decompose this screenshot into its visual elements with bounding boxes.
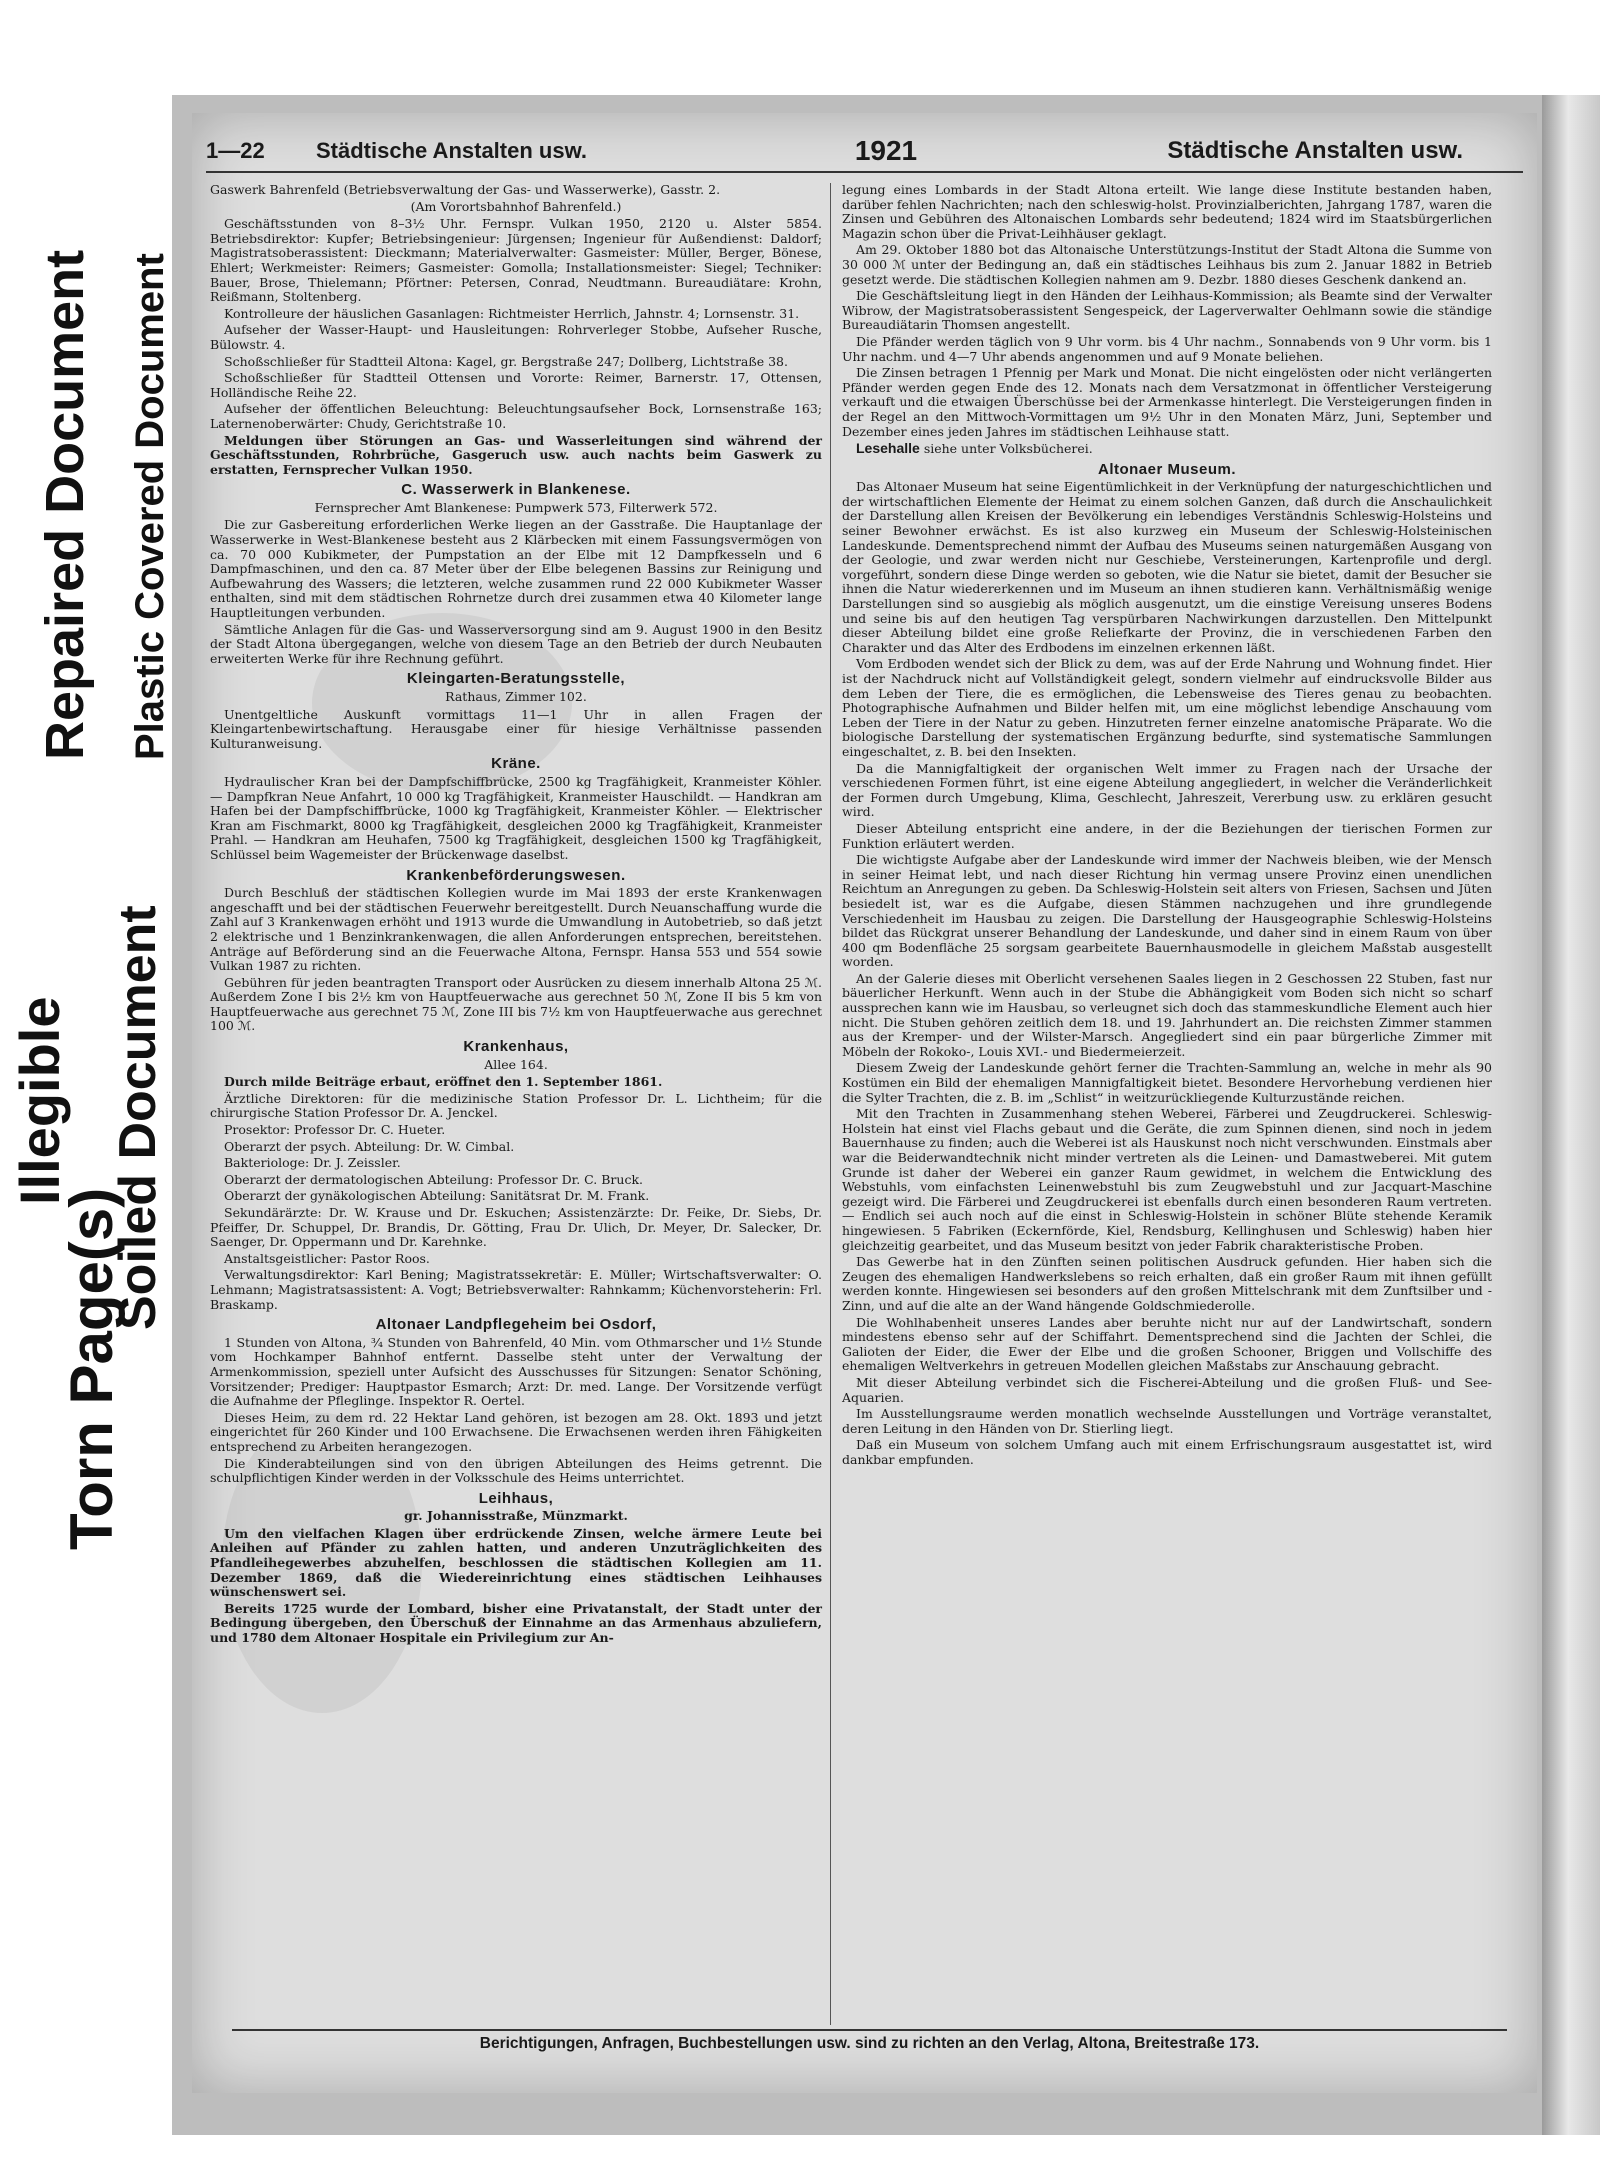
label-plastic-covered-document: Plastic Covered Document: [128, 253, 172, 760]
paragraph: Das Altonaer Museum hat seine Eigentümlichkeit in der Verknüpfung der naturgeschichtlichen und der wirtschaftlichen Elemente der Heimat zu einem solchen Ganzen, daß durch die Anschaulichkeit der Darstellung allen Kreisen der Bevölkerung ein lebendiges Verständnis Schleswig-Holsteins und seiner Bewohner erwächst. Es ist also kurzweg ein Museum der Schleswig-Holsteinischen Landeskunde. Dementsprechend nimmt der Aufbau des Museums seinen naturgemäßen Ausgang von der Geologie, und zwar werden nicht nur Geschiebe, Versteinerungen, Kartenprofile und dergl. vorgeführt, sondern diese Dinge werden so geboten, wie die Natur sie bietet, damit der Besucher sie ihnen die Natur wiedererkennen und im Museum an ihnen studieren kann. Verhältnismäßig wenige Darstellungen sind so ausgiebig als möglich ausgenutzt, um die einstige Vereisung unseres Bodens und seine bis auf den heutigen Tag verspürbaren Nachwirkungen darzustellen. Den Mittelpunkt dieser Abteilung bildet eine große Reliefkarte der Provinz, die in verschiedenen Farben den Charakter und das Alter des Erdbodens im einzelnen erkennen läßt.: [842, 479, 1492, 655]
paragraph: Hydraulischer Kran bei der Dampfschiffbrücke, 2500 kg Tragfähigkeit, Kranmeister Köhler. — Dampfkran Neue Anfahrt, 10 000 kg Tragfähigkeit, Kranmeister Hauschildt. — Handkran am Hafen bei der Dampfschiffbrücke, 1000 kg Tragfähigkeit, Kranmeister Köhler. — Elektrischer Kran am Fischmarkt, 8000 kg Tragfähigkeit, desgleichen 2000 kg Tragfähigkeit, Kranmeister Prahl. — Handkran am Heuhafen, 7500 kg Tragfähigkeit, desgleichen 1500 kg Tragfähigkeit, Schlüssel beim Wagemeister der Brückenwage daselbst.: [210, 773, 822, 862]
paragraph: Meldungen über Störungen an Gas- und Wasserleitungen sind während der Geschäftsstunden, Rohrbrüche, Gasgeruch usw. auch nachts beim Gaswerk zu erstatten, Fernsprecher Vulkan 1950.: [210, 432, 822, 477]
label-soiled-document: Soiled Document: [109, 905, 167, 1330]
paragraph: Am 29. Oktober 1880 bot das Altonaische Unterstützungs-Institut der Stadt Altona die Summe von 30 000 ℳ unter der Bedingung an, daß ein städtisches Leihhaus bis zum 2. Januar 1882 in Betrieb gesetzt werde. Die städtischen Kollegien nahmen am 9. Dezbr. 1880 dieses Geschenk dankend an.: [842, 242, 1492, 287]
paragraph: 1 Stunden von Altona, ¾ Stunden von Bahrenfeld, 40 Min. vom Othmarscher und 1½ Stunde vom Hochkamper Bahnhof entfernt. Dasselbe steht unter der Verwaltung der Armenkommission, speziell unter Aufsicht des Ausschusses für Sitzungen: Senator Schöning, Vorsitzender; Prediger: Hauptpastor Esmarch; Arzt: Dr. med. Lange. Der Vorsitzende verfügt die Aufnahme der Pfleglinge. Inspektor R. Oertel.: [210, 1334, 822, 1409]
paragraph: Die wichtigste Aufgabe aber der Landeskunde wird immer der Nachweis bleiben, wie der Mensch in seiner Heimat lebt, und nach dieser Richtung hin vermag unsere Provinz einen unendlichen Reichtum an Anregungen zu geben. Da Schleswig-Holstein seit alters von Friesen, Sachsen und Jüten besiedelt ist, war es die Aufgabe, diesen Stämmen nachzugehen und ihre grundlegende Verschiedenheit im Hausbau zu zeigen. Die Darstellung der Hausgeographie Schleswig-Holsteins bildet das Rückgrat unserer Behandlung der Landeskunde, und daher sind in einem Raum von über 400 qm Bodenfläche 25 sorgsam gearbeitete Bauernhausmodelle in gleichem Maßstab ausgestellt worden.: [842, 852, 1492, 970]
paragraph: Die Zinsen betragen 1 Pfennig per Mark und Monat. Die nicht eingelösten oder nicht verlängerten Pfänder werden gegen Ende des 12. Monats nach dem Versatzmonat in öffentlicher Versteigerung verkauft und die etwaigen Überschüsse bei der Armenkasse hinterlegt. Die Versteigerungen finden in der Regel an den Mittwoch-Vormittagen um 9½ Uhr in den Monaten März, Juni, September und Dezember eines jeden Jahres im städtischen Leihhause statt.: [842, 365, 1492, 439]
paragraph: Sekundärärzte: Dr. W. Krause und Dr. Eskuchen; Assistenzärzte: Dr. Feike, Dr. Siebs, Dr. Pfeiffer, Dr. Schuppel, Dr. Brandis, Dr. Götting, Frau Dr. Ulich, Dr. Meyer, Dr. Salecker, Dr. Saenger, Dr. Oppermann und Dr. Karehnke.: [210, 1205, 822, 1250]
section-heading: Altonaer Landpflegeheim bei Osdorf,: [375, 1316, 657, 1334]
lesehalle-text: siehe unter Volksbücherei.: [923, 441, 1093, 457]
page-number: 1—22: [206, 138, 265, 163]
right-column: [842, 183, 1492, 1469]
paragraph: Allee 164.: [484, 1056, 548, 1072]
section-heading: Kleingarten-Beratungsstelle,: [406, 670, 626, 688]
label-illegible: Illegible: [8, 996, 71, 1205]
paragraph: Dieser Abteilung entspricht eine andere, in der die Beziehungen der tierischen Formen zur Funktion erläutert werden.: [842, 820, 1492, 851]
label-torn-pages: Torn Page(s): [58, 1187, 125, 1550]
paragraph: Mit dieser Abteilung verbindet sich die Fischerei-Abteilung und die großen Fluß- und See-Aquarien.: [842, 1374, 1492, 1405]
paragraph: Sämtliche Anlagen für die Gas- und Wasserversorgung sind am 9. August 1900 in den Besitz der Stadt Altona übergegangen, welche von diesem Tage an den Betrieb der durch Neubauten erweiterten Werke für ihre Rechnung geführt.: [210, 621, 822, 666]
paragraph: (Am Vorortsbahnhof Bahrenfeld.): [410, 198, 622, 214]
paragraph: Verwaltungsdirektor: Karl Bening; Magistratssekretär: E. Müller; Wirtschaftsverwalter: O. Lehmann; Magistratsassistent: A. Vogt; Betriebsverwalter: Rahnkamm; Küchenvorsteherin: Frl. Braskamp.: [210, 1267, 822, 1312]
paragraph: Oberarzt der gynäkologischen Abteilung: Sanitätsrat Dr. M. Frank.: [224, 1188, 650, 1204]
section-heading: Kräne.: [491, 755, 541, 773]
paragraph: Im Ausstellungsraume werden monatlich wechselnde Ausstellungen und Vorträge veranstaltet, deren Leitung in den Händen von Dr. Stierling liegt.: [842, 1406, 1492, 1436]
paragraph: Die Kinderabteilungen sind von den übrigen Abteilungen des Heims getrennt. Die schulpflichtigen Kinder werden in der Volksschule des Heims unterrichtet.: [210, 1455, 822, 1486]
paragraph: Prosektor: Professor Dr. C. Hueter.: [224, 1122, 446, 1138]
paragraph: Gaswerk Bahrenfeld (Betriebsverwaltung der Gas- und Wasserwerke), Gasstr. 2.: [210, 182, 721, 197]
paragraph: Ärztliche Direktoren: für die medizinische Station Professor Dr. L. Lichtheim; für die chirurgische Station Professor Dr. A. Jenckel.: [210, 1090, 822, 1121]
paragraph: Da die Mannigfaltigkeit der organischen Welt immer zu Fragen nach der Ursache der verschiedenen Formen führt, ist eine eigene Abteilung angegliedert, in welcher die Veränderlichkeit der Formen durch Umgebung, Klima, Geschlecht, Jahreszeit, Vererbung usw. zu erklären gesucht wird.: [842, 760, 1492, 820]
paragraph: Rathaus, Zimmer 102.: [445, 689, 587, 704]
running-title-right: Städtische Anstalten usw.: [1167, 137, 1463, 164]
paragraph: Schoßschließer für Stadtteil Ottensen und Vororte: Reimer, Barnerstr. 17, Ottensen, Holländische Reihe 22.: [210, 370, 822, 400]
section-heading: Krankenbeförderungswesen.: [406, 866, 626, 884]
paragraph: Die zur Gasbereitung erforderlichen Werke liegen an der Gasstraße. Die Hauptanlage der Wasserwerke in West-Blankenese besteht aus 2 Klärbecken mit einem Fassungsvermögen von ca. 70 000 Kubikmeter, der Pumpstation an der Elbe mit 12 Dampfkesseln und 6 Dampfmaschinen, und den ca. 87 Meter über der Elbe belegenen Bassins zur Reinigung und Aufbewahrung des Wassers; die letzteren, welche zusammen rund 22 000 Kubikmeter Wasser enthalten, sind mit dem städtischen Rohrnetze durch drei zusammen etwa 40 Kilometer lange Hauptleitungen verbunden.: [210, 517, 822, 621]
paragraph: Oberarzt der psych. Abteilung: Dr. W. Cimbal.: [224, 1138, 515, 1154]
document-page: [192, 113, 1537, 2093]
paragraph: Daß ein Museum von solchem Umfang auch mit einem Erfrischungsraum ausgestattet ist, wird dankbar empfunden.: [842, 1437, 1492, 1467]
paragraph: Durch Beschluß der städtischen Kollegien wurde im Mai 1893 der erste Krankenwagen angeschafft und bei der städtischen Feuerwehr bereitgestellt. Durch Neuanschaffung wurde die Zahl auf 3 Krankenwagen erhöht und 1913 wurde die Umwandlung in Autobetrieb, so daß jetzt 2 elektrische und 1 Benzinkrankenwagen, die allen Anforderungen entsprechen, bereitstehen. Anträge auf Beförderung sind an die Feuerwache Altona, Fernspr. Hansa 553 und 554 sowie Vulkan 1987 zu richten.: [210, 885, 822, 974]
paragraph: Unentgeltliche Auskunft vormittags 11—1 Uhr in allen Fragen der Kleingartenbewirtschaftung. Herausgabe einer für hiesige Verhältnisse passenden Kulturanweisung.: [210, 706, 822, 751]
paragraph: legung eines Lombards in der Stadt Altona erteilt. Wie lange diese Institute bestanden haben, darüber fehlen Nachrichten; nach den schleswig-holst. Provinzialberichten, Jahrgang 1787, waren die Zinsen und Gebühren des Altonaischen Lombards sehr bedeutend; 1824 wird im Staatsbürgerlichen Magazin schon über die Privat-Leihhäuser geklagt.: [842, 182, 1492, 241]
page-footer: Berichtigungen, Anfragen, Buchbestellungen usw. sind zu richten an den Verlag, Altona, Breitestraße 173.: [232, 2029, 1507, 2061]
section-heading: Krankenhaus,: [463, 1038, 569, 1056]
page-header: [206, 131, 1523, 173]
paragraph: Schoßschließer für Stadtteil Altona: Kagel, gr. Bergstraße 247; Dollberg, Lichtstraße 38.: [224, 353, 788, 369]
paragraph: Bereits 1725 wurde der Lombard, bisher eine Privatanstalt, der Stadt unter der Bedingung übergeben, den Überschuß der Einnahme an das Armenhaus abzuliefern, und 1780 dem Altonaer Hospitale ein Privilegium zur An-: [210, 1600, 822, 1646]
document-condition-labels: [0, 0, 180, 2177]
paragraph: Kontrolleure der häuslichen Gasanlagen: Richtmeister Herrlich, Jahnstr. 4; Lornsenstr. 31.: [224, 305, 800, 321]
paragraph: Das Gewerbe hat in den Zünften seinen politischen Ausdruck gefunden. Hier haben sich die Zeugen des ehemaligen Handwerkslebens so reich erhalten, daß ein großer Raum mit ihnen gefüllt werden konnte. Hingewiesen sei besonders auf den großen Mittelschrank mit dem Zunftsilber und -Zinn, und auf die alte an der Wand hängende Goldschmiederolle.: [842, 1254, 1492, 1313]
paragraph: Die Wohlhabenheit unseres Landes aber beruhte nicht nur auf der Landwirtschaft, sondern mindestens ebenso sehr auf der Schiffahrt. Dementsprechend sind die Jachten der Schlei, die Galioten der Eider, die Ewer der Elbe und die großen Schooner, Briggen und Vollschiffe des ehemaligen Weltverkehrs in getreuen Modellen gleichen Maßstabs zur Anschauung gebracht.: [842, 1314, 1492, 1374]
paragraph: Diesem Zweig der Landeskunde gehört ferner die Trachten-Sammlung an, welche in mehr als 90 Kostümen ein Bild der ehemaligen Mannigfaltigkeit bietet. Besondere Hervorhebung verdienen hier die Sylter Trachten, die z. B. im „Schlist“ in weitzurückliegende Kulturzustände reichen.: [842, 1060, 1492, 1105]
paragraph: Fernsprecher Amt Blankenese: Pumpwerk 573, Filterwerk 572.: [314, 499, 718, 515]
section-heading: C. Wasserwerk in Blankenese.: [401, 481, 631, 499]
lesehalle-label: Lesehalle: [856, 440, 920, 457]
lesehalle-entry: [842, 441, 1492, 457]
paragraph: Die Geschäftsleitung liegt in den Händen der Leihhaus-Kommission; als Beamte sind der Verwalter Wibrow, der Magistratsoberassistent Sengespeick, der Lagerverwalter Oehlmann sowie die ständige Bureaudiätarin Thomsen angestellt.: [842, 288, 1492, 333]
paragraph: gr. Johannisstraße, Münzmarkt.: [404, 1508, 628, 1524]
paragraph: Die Pfänder werden täglich von 9 Uhr vorm. bis 4 Uhr nachm., Sonnabends von 9 Uhr vorm. bis 1 Uhr nachm. und 4—7 Uhr abends angenommen und auf 9 Monate beliehen.: [842, 333, 1492, 364]
running-title-left: Städtische Anstalten usw.: [316, 138, 587, 163]
paragraph: Aufseher der öffentlichen Beleuchtung: Beleuchtungsaufseher Bock, Lornsenstraße 163; Laternenoberwärter: Chudy, Gerichtstraße 10.: [210, 401, 822, 431]
paragraph: Bakteriologe: Dr. J. Zeissler.: [224, 1155, 401, 1171]
paragraph: Geschäftsstunden von 8–3½ Uhr. Fernspr. Vulkan 1950, 2120 u. Alster 5854. Betriebsdirektor: Kupfer; Betriebsingenieur: Jürgensen; Ingenieur für Außendienst: Daldorf; Magistratsoberassistent: Dieckmann; Materialverwalter: Gasmeister: Müller, Berger, Bönese, Ehlert; Werkmeister: Reimers; Gasmeister: Gomolla; Installationsmeister: Siegel; Techniker: Bauer, Brose, Thielemann; Pförtner: Petersen, Conrad, Neudtmann. Bureaudiätare: Krohn, Reißmann, Stoltenberg.: [210, 216, 822, 305]
paragraph: Anstaltsgeistlicher: Pastor Roos.: [224, 1250, 430, 1266]
year: 1921: [854, 135, 918, 166]
label-repaired-document: Repaired Document: [35, 249, 95, 760]
paragraph: Mit den Trachten in Zusammenhang stehen Weberei, Färberei und Zeugdruckerei. Schleswig-Holstein hat einst viel Flachs gebaut und die Geräte, die zum Spinnen dienen, sind noch in jedem Bauernhause zu finden; auch die Weberei ist als Hauskunst noch nicht verschwunden. Einstmals aber war die Beiderwandtechnik nicht minder vertreten als die Leinen- und Damastweberei. Mit gutem Grunde ist daher der Weberei ein ganzer Raum gewidmet, in welchem die Entwicklung des Webstuhls, vom einfachsten Leinenwebstuhl bis zum Zeugwebstuhl und zur Jacquart-Maschine gezeigt wird. Die Färberei und Zeugdruckerei ist ebenfalls durch einen besonderen Raum vertreten. — Endlich sei auch noch auf die einst in Schleswig-Holstein in schöner Blüte stehende Keramik hingewiesen. 5 Fabriken (Eckernförde, Kiel, Rendsburg, Kellinghusen und Schleswig) haben hier gleichzeitig gearbeitet, und das Museum besitzt von jeder Fabrik charakteristische Proben.: [842, 1106, 1492, 1253]
paragraph: Gebühren für jeden beantragten Transport oder Ausrücken zu diesem innerhalb Altona 25 ℳ. Außerdem Zone I bis 2½ km von Hauptfeuerwache aus gerechnet 50 ℳ, Zone II bis 5 km von Hauptfeuerwache aus gerechnet 75 ℳ, Zone III bis 7½ km von Hauptfeuerwache aus gerechnet 100 ℳ.: [210, 974, 822, 1034]
paragraph: Um den vielfachen Klagen über erdrückende Zinsen, welche ärmere Leute bei Anleihen auf Pfänder zu zahlen hatten, und anderen Unzuträglichkeiten des Pfandleihegewerbes abzuhelfen, beschlossen die städtischen Kollegien am 11. Dezember 1869, daß die Wiedereinrichtung eines städtischen Leihhauses wünschenswert sei.: [210, 1525, 822, 1600]
paragraph: Aufseher der Wasser-Haupt- und Hausleitungen: Rohrverleger Stobbe, Aufseher Rusche, Bülowstr. 4.: [210, 322, 822, 352]
paragraph: Durch milde Beiträge erbaut, eröffnet den 1. September 1861.: [224, 1074, 663, 1090]
section-heading: Leihhaus,: [478, 1489, 554, 1507]
column-divider: [830, 183, 831, 2025]
paragraph: An der Galerie dieses mit Oberlicht versehenen Saales liegen in 2 Geschossen 22 Stuben, fast nur bäuerlicher Herkunft. Wenn auch in der Stube die Abhängigkeit vom Boden sich nicht so scharf aussprechen kann wie im Hausbau, so verleugnet sich doch das stammeskundliche Element auch hier nicht. Die Stuben gehören zeitlich dem 18. und 19. Jahrhundert an. Die reichsten Zimmer stammen aus der Kremper- und der Wilster-Marsch. Angegliedert sind ein paar bürgerliche Zimmer mit Möbeln der Rokoko-, Louis XVI.- und Biedermeierzeit.: [842, 970, 1492, 1059]
paragraph: Vom Erdboden wendet sich der Blick zu dem, was auf der Erde Nahrung und Wohnung findet. Hier ist der Nachdruck nicht auf Vollständigkeit gelegt, sondern vielmehr auf eindrucksvolle Bilder aus dem Leben der Tiere, die es ermöglichen, die Lebensweise des Tieres genau zu beobachten. Photographische Aufnahmen und Bilder helfen mit, um eine möglichst lebendige Anschauung vom Leben der Tiere in der Natur zu geben. Hinzutreten ferner einzelne anatomische Präparate. Wo die biologische Darstellung der systematischen Ergänzung bedurfte, sind systematische Sammlungen eingeschaltet, z. B. bei den Insekten.: [842, 656, 1492, 759]
section-heading: Altonaer Museum.: [1097, 460, 1237, 478]
scanned-page-area: [172, 95, 1600, 2135]
paragraph: Dieses Heim, zu dem rd. 22 Hektar Land gehören, ist bezogen am 28. Okt. 1893 und jetzt eingerichtet für 260 Kinder und 100 Erwachsene. Die Erwachsenen werden ihren Fähigkeiten entsprechend zu Arbeiten herangezogen.: [210, 1409, 822, 1454]
left-column: [210, 183, 822, 1648]
book-edge: [1542, 95, 1600, 2135]
paragraph: Oberarzt der dermatologischen Abteilung: Professor Dr. C. Bruck.: [224, 1171, 643, 1187]
